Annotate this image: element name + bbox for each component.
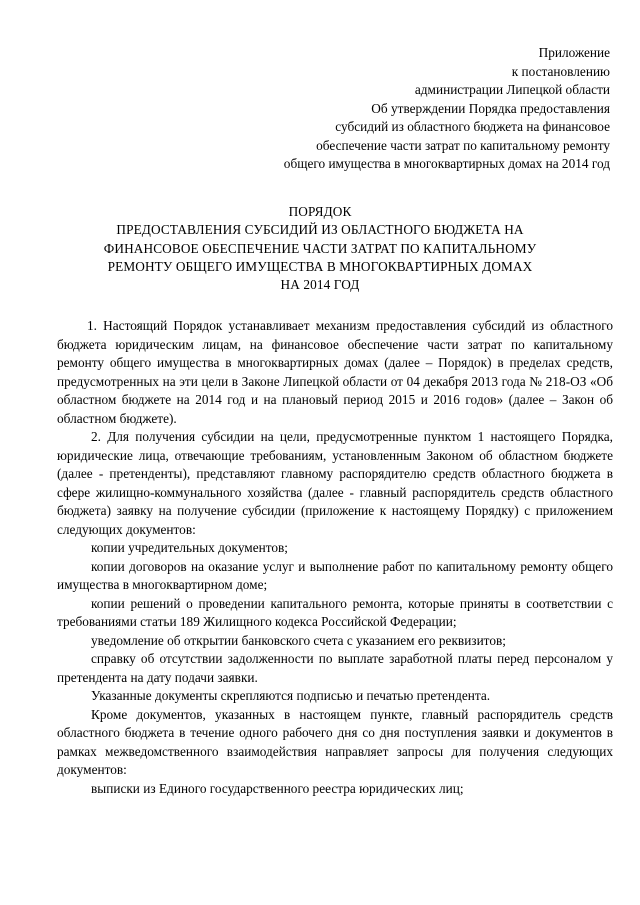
document-title <box>40 203 600 294</box>
title-line: ПРЕДОСТАВЛЕНИЯ СУБСИДИЙ ИЗ ОБЛАСТНОГО БЮДЖЕТА НА <box>116 222 524 238</box>
paragraph: уведомление об открытии банковского счета с указанием его реквизитов; <box>91 632 506 648</box>
header-line: Об утверждении Порядка предоставления <box>371 100 610 116</box>
title-line: НА 2014 ГОД <box>280 277 360 293</box>
header-line: обеспечение части затрат по капитальному ремонту <box>316 137 610 153</box>
paragraph: копии договоров на оказание услуг и выполнение работ по капитальному ремонту общего имущества в многоквартирном доме; <box>57 558 613 592</box>
header-line: общего имущества в многоквартирных домах на 2014 год <box>283 156 610 171</box>
header-line: администрации Липецкой области <box>414 82 610 97</box>
title-line: РЕМОНТУ ОБЩЕГО ИМУЩЕСТВА В МНОГОКВАРТИРНЫХ ДОМАХ <box>107 258 533 274</box>
paragraph: 1. Настоящий Порядок устанавливает механизм предоставления субсидий из областного бюджета юридическим лицам, на финансовое обеспечение части затрат по капитальному ремонту общего имущества в многоквартирных домах (далее – Порядок) в пределах средств, предусмотренных на эти цели в Законе Липецкой области от 04 декабря 2013 года № 218-ОЗ «Об областном бюджете на 2014 год и на плановый период 2015 и 2016 годов» (далее – Закон об областном бюджете). <box>57 318 613 426</box>
paragraph: Указанные документы скрепляются подписью и печатью претендента. <box>91 688 491 703</box>
header-line: субсидий из областного бюджета на финансовое <box>335 119 610 134</box>
appendix-header <box>190 44 610 174</box>
paragraph: выписки из Единого государственного реестра юридических лиц; <box>91 780 464 796</box>
paragraph: копии решений о проведении капитального ремонта, которые приняты в соответствии с требованиями статьи 189 Жилищного кодекса Российской Федерации; <box>57 595 613 629</box>
paragraph: копии учредительных документов; <box>91 540 288 555</box>
title-line: ФИНАНСОВОЕ ОБЕСПЕЧЕНИЕ ЧАСТИ ЗАТРАТ ПО КАПИТАЛЬНОМУ <box>103 240 537 256</box>
header-line: к постановлению <box>511 63 610 79</box>
header-line: Приложение <box>538 45 610 60</box>
document-body <box>57 317 613 798</box>
paragraph: Кроме документов, указанных в настоящем пункте, главный распорядитель средств областного бюджета в течение одного рабочего дня со дня поступления заявки и документов в рамках межведомственного взаимодействия направляет запросы для получения следующих документов: <box>57 706 613 777</box>
paragraph: 2. Для получения субсидии на цели, предусмотренные пунктом 1 настоящего Порядка, юридические лица, отвечающие требованиям, установленным Законом об областном бюджете (далее - претенденты), представляют главному распорядителю средств областного бюджета в сфере жилищно-коммунального хозяйства (далее - главный распорядитель средств областного бюджета) заявку на получение субсидии (приложение к настоящему Порядку) с приложением следующих документов: <box>57 429 613 537</box>
title-line: ПОРЯДОК <box>288 204 352 219</box>
paragraph: справку об отсутствии задолженности по выплате заработной платы перед персоналом у претендента на дату подачи заявки. <box>57 651 613 685</box>
